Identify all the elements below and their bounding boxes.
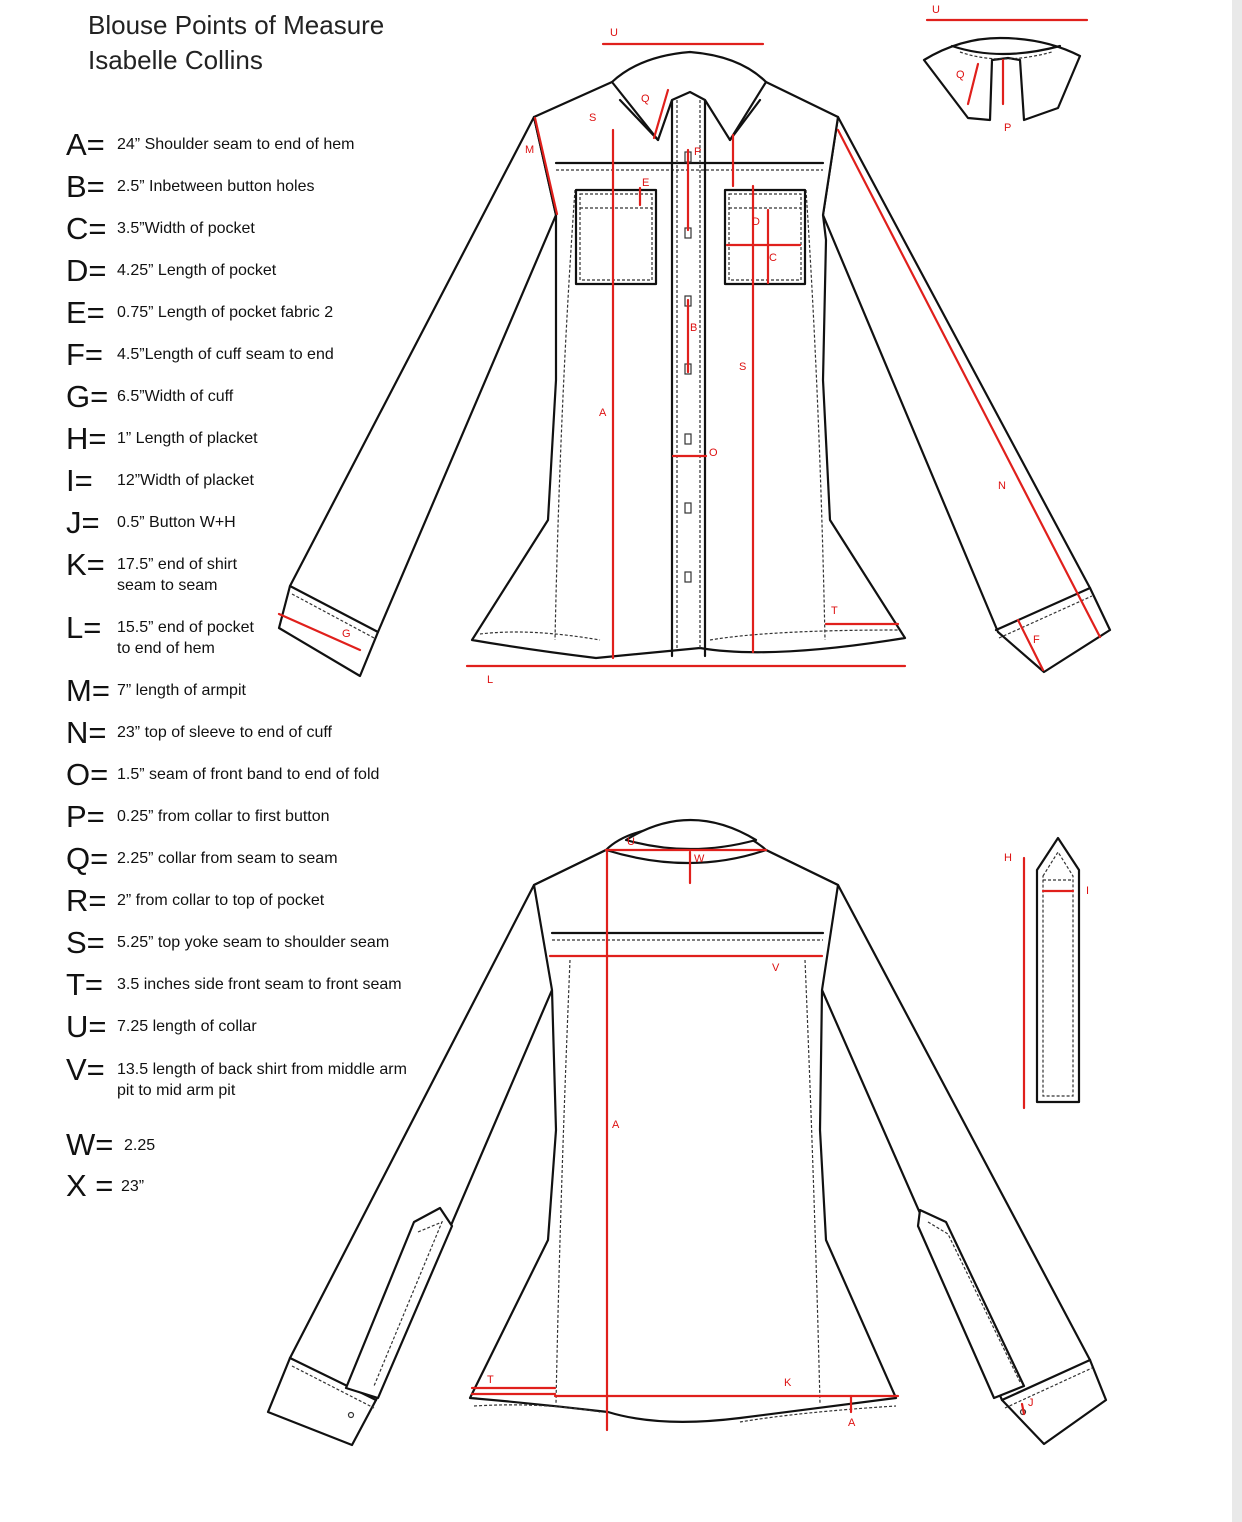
placket-label-i: I bbox=[1086, 885, 1090, 897]
label-n: N bbox=[998, 480, 1006, 492]
legend-letter: Q= bbox=[66, 841, 109, 876]
front-right-pocket bbox=[725, 190, 805, 284]
legend-letter: K= bbox=[66, 547, 105, 582]
collar-label-q: Q bbox=[956, 69, 965, 81]
legend-letter: W= bbox=[66, 1127, 114, 1162]
legend-letter: X = bbox=[66, 1168, 114, 1203]
label-s-right: S bbox=[739, 361, 747, 373]
button bbox=[685, 434, 691, 444]
back-label-a: A bbox=[612, 1119, 620, 1131]
legend-text-line-2: seam to seam bbox=[117, 577, 218, 594]
legend-letter: M= bbox=[66, 673, 110, 708]
title-line-1: Blouse Points of Measure bbox=[88, 10, 385, 40]
legend-text: 17.5” end of shirt bbox=[117, 556, 238, 573]
back-shirt bbox=[268, 820, 1106, 1445]
legend-letter: D= bbox=[66, 253, 107, 288]
legend-letter: P= bbox=[66, 799, 105, 834]
placket-detail bbox=[1004, 838, 1089, 1108]
legend-letter: H= bbox=[66, 421, 107, 456]
label-a: A bbox=[599, 407, 607, 419]
legend-letter: N= bbox=[66, 715, 107, 750]
label-l: L bbox=[487, 674, 494, 686]
legend-letter: B= bbox=[66, 169, 105, 204]
label-u: U bbox=[610, 27, 618, 39]
front-shirt bbox=[279, 27, 1110, 686]
legend-text: 13.5 length of back shirt from middle arm bbox=[117, 1061, 407, 1078]
label-f: F bbox=[1033, 634, 1040, 646]
back-label-w: W bbox=[694, 853, 705, 865]
back-label-u: U bbox=[627, 836, 635, 848]
legend-letter: S= bbox=[66, 925, 105, 960]
back-label-v: V bbox=[772, 962, 780, 974]
legend-text: 4.5”Length of cuff seam to end bbox=[117, 346, 334, 363]
legend-text: 3.5”Width of pocket bbox=[117, 220, 255, 237]
legend-text: 12”Width of placket bbox=[117, 472, 254, 489]
legend-text: 5.25” top yoke seam to shoulder seam bbox=[117, 934, 390, 951]
legend-letter: O= bbox=[66, 757, 109, 792]
legend-text: 2.5” Inbetween button holes bbox=[117, 178, 315, 195]
legend-letter: C= bbox=[66, 211, 107, 246]
legend-text: 4.25” Length of pocket bbox=[117, 262, 277, 279]
legend-text: 1.5” seam of front band to end of fold bbox=[117, 766, 380, 783]
legend-text: 0.25” from collar to first button bbox=[117, 808, 330, 825]
legend-text: 0.75” Length of pocket fabric 2 bbox=[117, 304, 334, 321]
button bbox=[685, 572, 691, 582]
back-label-t: T bbox=[487, 1374, 494, 1386]
label-d: D bbox=[752, 216, 760, 228]
title-line-2: Isabelle Collins bbox=[88, 45, 263, 75]
back-label-a2: A bbox=[848, 1417, 856, 1429]
label-s: S bbox=[589, 112, 597, 124]
legend-letter: G= bbox=[66, 379, 109, 414]
label-c: C bbox=[769, 252, 777, 264]
legend-text: 6.5”Width of cuff bbox=[117, 388, 234, 405]
legend-letter: F= bbox=[66, 337, 104, 372]
collar-label-p: P bbox=[1004, 122, 1012, 134]
collar-label-u: U bbox=[932, 4, 940, 16]
legend-letter: E= bbox=[66, 295, 105, 330]
legend-text: 23” bbox=[121, 1178, 145, 1195]
button bbox=[685, 503, 691, 513]
legend-text: 0.5” Button W+H bbox=[117, 514, 236, 531]
legend-text: 7” length of armpit bbox=[117, 682, 246, 699]
legend-letter: L= bbox=[66, 610, 102, 645]
legend-letter: A= bbox=[66, 127, 105, 162]
back-label-j: J bbox=[1028, 1397, 1034, 1409]
label-g: G bbox=[342, 628, 351, 640]
legend-text: 15.5” end of pocket bbox=[117, 619, 254, 636]
label-p: P bbox=[694, 146, 702, 158]
legend-text-line-2: pit to mid arm pit bbox=[117, 1082, 236, 1099]
label-e: E bbox=[642, 177, 650, 189]
legend-letter: I= bbox=[66, 463, 93, 498]
legend-letter: U= bbox=[66, 1009, 107, 1044]
collar-detail bbox=[924, 4, 1087, 134]
legend-text: 7.25 length of collar bbox=[117, 1018, 257, 1035]
legend-text: 2.25 bbox=[124, 1137, 156, 1154]
legend-text: 1” Length of placket bbox=[117, 430, 258, 447]
front-left-pocket bbox=[576, 190, 656, 284]
legend-letter: R= bbox=[66, 883, 107, 918]
label-q: Q bbox=[641, 93, 650, 105]
label-b: B bbox=[690, 322, 698, 334]
legend-text: 2.25” collar from seam to seam bbox=[117, 850, 338, 867]
placket-label-h: H bbox=[1004, 852, 1012, 864]
label-t: T bbox=[831, 605, 838, 617]
back-label-k: K bbox=[784, 1377, 792, 1389]
legend-letter: J= bbox=[66, 505, 100, 540]
page-edge bbox=[1232, 0, 1242, 1522]
legend-text-line-2: to end of hem bbox=[117, 640, 215, 657]
label-o: O bbox=[709, 447, 718, 459]
legend-text: 24” Shoulder seam to end of hem bbox=[117, 136, 355, 153]
legend-letter: V= bbox=[66, 1052, 105, 1087]
label-m: M bbox=[525, 144, 535, 156]
legend-letter: T= bbox=[66, 967, 104, 1002]
legend-text: 2” from collar to top of pocket bbox=[117, 892, 325, 909]
legend-text: 23” top of sleeve to end of cuff bbox=[117, 724, 332, 741]
legend-text: 3.5 inches side front seam to front seam bbox=[117, 976, 402, 993]
